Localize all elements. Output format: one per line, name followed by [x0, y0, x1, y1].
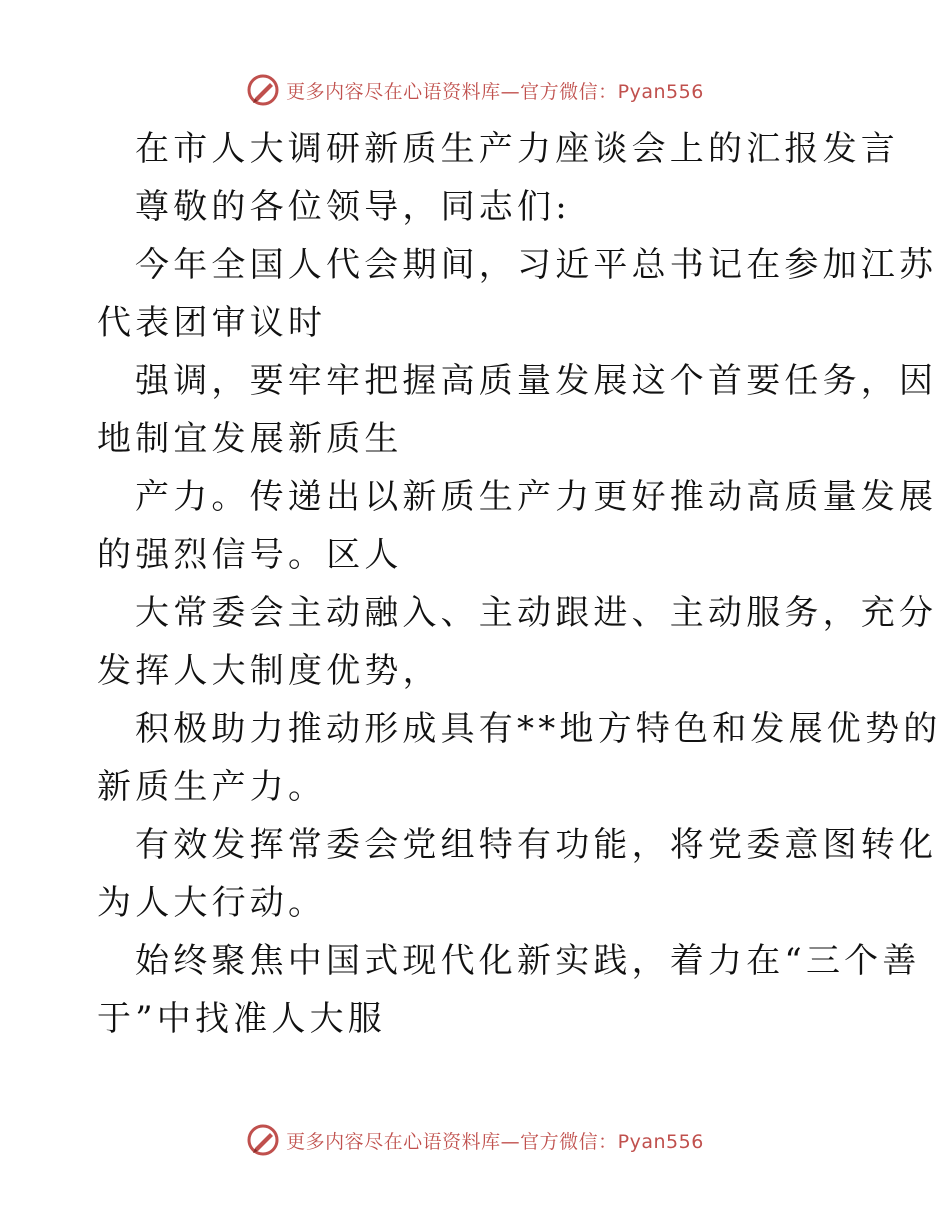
paragraph-line: 尊敬的各位领导，同志们: — [135, 187, 571, 227]
document-body — [97, 120, 942, 1048]
header-watermark — [0, 70, 950, 110]
paragraph-line: 新质生产力。 — [97, 767, 327, 807]
watermark-text: 更多内容尽在心语资料库—官方微信：Pyan556 — [286, 80, 704, 103]
paragraph-line: 积极助力推动形成具有**地方特色和发展优势的 — [135, 709, 942, 749]
paragraph-line: 大常委会主动融入、主动跟进、主动服务，充分 — [135, 593, 938, 633]
pen-logo-icon — [246, 1123, 280, 1157]
paragraph-line: 有效发挥常委会党组特有功能，将党委意图转化 — [135, 825, 938, 865]
paragraph-line: 在市人大调研新质生产力座谈会上的汇报发言 — [135, 129, 899, 169]
paragraph-line: 产力。传递出以新质生产力更好推动高质量发展 — [135, 477, 938, 517]
paragraph-line: 今年全国人代会期间，习近平总书记在参加江苏 — [135, 245, 938, 285]
paragraph-line: 为人大行动。 — [97, 883, 327, 923]
watermark-text: 更多内容尽在心语资料库—官方微信：Pyan556 — [286, 1130, 704, 1153]
paragraph-line: 发挥人大制度优势， — [97, 651, 441, 691]
paragraph-line: 于”中找准人大服 — [97, 999, 386, 1039]
paragraph-line: 始终聚焦中国式现代化新实践，着力在“三个善 — [135, 941, 921, 981]
paragraph-line: 的强烈信号。区人 — [97, 535, 403, 575]
pen-logo-icon — [246, 73, 280, 107]
footer-watermark — [0, 1120, 950, 1160]
paragraph-line: 代表团审议时 — [97, 303, 327, 343]
paragraph-line: 地制宜发展新质生 — [97, 419, 403, 459]
paragraph-line: 强调，要牢牢把握高质量发展这个首要任务，因 — [135, 361, 938, 401]
